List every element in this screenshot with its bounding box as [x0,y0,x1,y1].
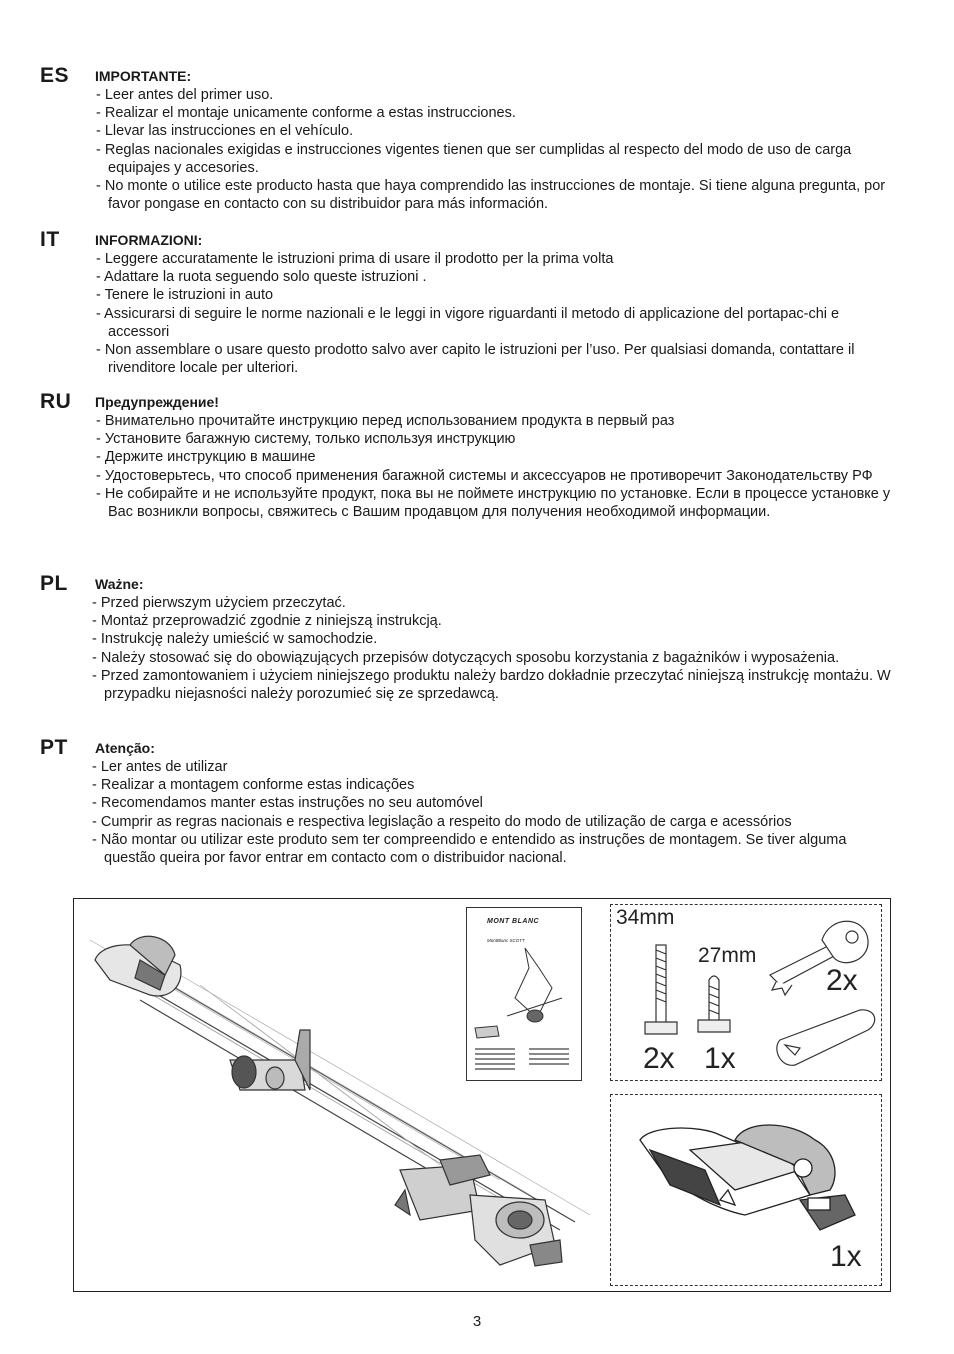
list-item: - Внимательно прочитайте инструкцию перед использованием продукта в первый раз [96,413,675,429]
list-item: - Assicurarsi di seguire le norme nazionali e le leggi in vigore riguardanti il metodo di applicazione del portapac-chi e accessori [96,305,840,340]
key-qty: 2x [826,964,858,997]
list-item: - Reglas nacionales exigidas e instrucciones vigentes tienen que ser cumplidas al respecto del modo de uso de carga equipajes y accesories. [96,141,852,176]
bolt-short-size: 27mm [698,944,757,967]
section-title: IMPORTANTE: [95,68,192,84]
adapter-icon [640,1125,855,1230]
bolt-long-qty: 2x [643,1042,675,1075]
lang-code: RU [40,390,72,413]
list-item: - Realizar a montagem conforme estas indicações [92,777,415,794]
list-item: - Non assemblare o usare questo prodotto salvo aver capito le istruzioni per l’uso. Per qualsiasi domanda, contattare il rivenditore locale per ulteriori. [96,342,855,377]
adapter-qty: 1x [830,1240,862,1273]
list-item: - Montaż przeprowadzić zgodnie z niniejszą instrukcją. [92,613,442,630]
list-item: - Recomendamos manter estas instruções no seu automóvel [92,795,483,812]
lang-code: PL [40,572,68,595]
lang-code: ES [40,64,70,87]
list-item: - Не собирайте и не используйте продукт, пока вы не поймете инструкцию по установке. Если в процессе установке у Вас возникли вопросы, свяжитесь с Вашим продавцом для получения необходимой информации. [96,485,891,521]
section-title: INFORMAZIONI: [95,232,203,248]
bolt-short-qty: 1x [704,1042,736,1075]
list-item: - Przed pierwszym użyciem przeczytać. [92,595,346,611]
list-item: - Instrukcję należy umieścić w samochodzie. [92,631,378,648]
bolt-long-size: 34mm [616,906,675,929]
manual-model: MontBlanc SCOTT [487,938,525,943]
list-item: - No monte o utilice este producto hasta que haya comprendido las instrucciones de montaje. Si tiene alguna pregunta, por favor pongase en contacto con su distribuidor para más información. [96,178,886,213]
list-item: - Tenere le istruzioni in auto [96,287,274,304]
list-item: - Установите багажную систему, только используя инструкцию [96,431,516,448]
list-item: - Cumprir as regras nacionais e respectiva legislação a respeito do modo de utilização de carga e acessórios [92,813,792,830]
list-item: - Adattare la ruota seguendo solo queste istruzioni . [96,269,427,286]
lang-code: PT [40,736,68,759]
list-item: - Przed zamontowaniem i użyciem niniejszego produktu należy bardzo dokładnie przeczytać niniejszą instrukcję montażu. W przypadku niejasności należy porozumieć się ze sprzedawcą. [92,667,891,703]
lang-code: IT [40,228,60,251]
list-item: - Não montar ou utilizar este produto sem ter compreendido e entendido as instruções de montagem. Se tiver alguma questão queira por favor entrar em contacto com o distribuidor nacional. [92,831,847,867]
list-item: - Llevar las instrucciones en el vehículo. [96,123,354,140]
list-item: - Leggere accuratamente le istruzioni prima di usare il prodotto per la prima volta [96,251,614,267]
list-item: - Należy stosować się do obowiązujących przepisów dotyczących sposobu korzystania z bagażników i wyposażenia. [92,649,840,666]
page-number: 3 [472,1313,482,1330]
section-title: Предупреждение! [95,394,219,410]
section-title: Ważne: [95,576,144,592]
list-item: - Realizar el montaje unicamente conforme a estas instrucciones. [96,105,516,122]
list-item: - Ler antes de utilizar [92,759,228,775]
list-item: - Leer antes del primer uso. [96,87,274,103]
manual-logo: MONT BLANC [487,918,540,925]
section-title: Atenção: [95,740,155,756]
list-item: - Удостоверьтесь, что способ применения багажной системы и аксессуаров не противоречит Законодательству РФ [96,467,873,484]
list-item: - Держите инструкцию в машине [96,449,316,466]
